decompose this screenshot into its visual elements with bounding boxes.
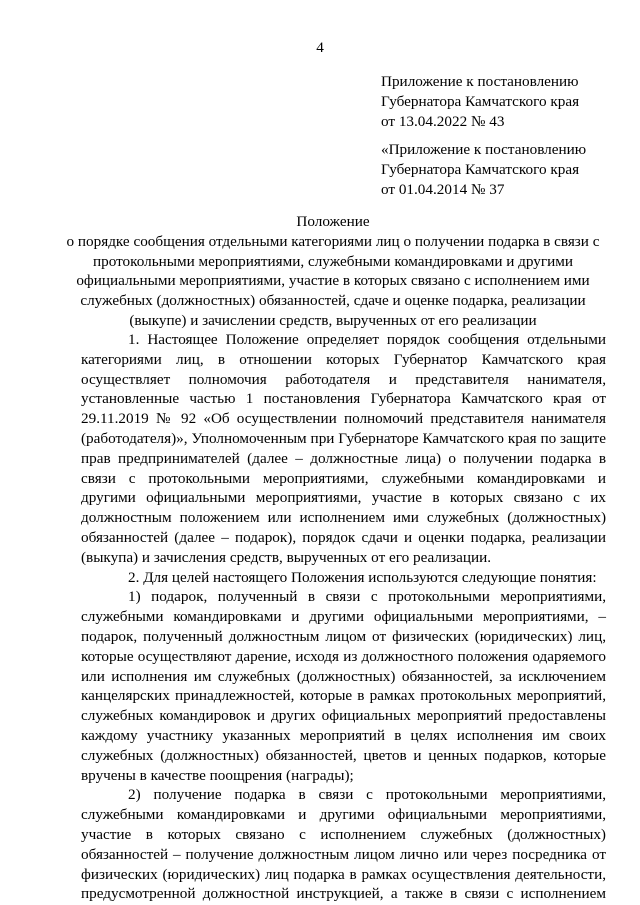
title-line: о порядке сообщения отдельными категориями лиц о получении подарка в связи с <box>66 232 600 250</box>
definition-2: 2) получение подарка в связи с протокольными мероприятиями, служебными командировками и другими официальными мероприятиями, участие в которых связано с исполнением служебных (должностных) обязанностей – получение должностным лицом лично или через посредника от физических (юридических) лиц подарка в рамках осуществления деятельности, предусмотренной должностной инструкцией, а также в связи с исполнением <box>81 786 606 903</box>
annex-note-line: Приложение к постановлению <box>381 73 579 90</box>
title-line: официальными мероприятиями, участие в которых связано с исполнением ими <box>76 272 590 290</box>
paragraph-1: 1. Настоящее Положение определяет порядок сообщения отдельными категориями лиц, в отношении которых Губернатор Камчатского края осуществляет полномочия работодателя и представителя нанимателя, установленные частью 1 постановления Губернатора Камчатского края от 29.11.2019 № 92 «Об осуществлении полномочий представителя нанимателя (работодателя)», Уполномоченным при Губернаторе Камчатского края по защите прав предпринимателей (далее – должностные лица) о получении подарка в связи с протокольными мероприятиями, служебными командировками и другими официальными мероприятиями, участие в которых связано с их должностным положением или исполнением ими служебных (должностных) обязанностей (далее – подарок), порядок сдачи и оценки подарка, реализации (выкупа) и зачисления средств, вырученных от его реализации. <box>81 331 606 566</box>
annex-note-current <box>381 72 631 131</box>
paragraph-2: 2. Для целей настоящего Положения используются следующие понятия: <box>128 568 597 586</box>
annex-note-line: Губернатора Камчатского края <box>381 92 580 110</box>
title-line: (выкупе) и зачислении средств, вырученных от его реализации <box>129 311 537 329</box>
annex-note-line: от 13.04.2022 № 43 <box>381 112 505 130</box>
annex-note-line: Губернатора Камчатского края <box>381 160 580 178</box>
page-number: 4 <box>316 39 324 56</box>
annex-note-original <box>381 140 631 199</box>
document-body <box>81 330 606 904</box>
document-title <box>60 212 606 331</box>
annex-note-line: от 01.04.2014 № 37 <box>381 180 505 198</box>
annex-note-line: «Приложение к постановлению <box>381 141 587 158</box>
title-line: служебных (должностных) обязанностей, сдаче и оценке подарка, реализации <box>80 292 586 310</box>
definition-1: 1) подарок, полученный в связи с протокольными мероприятиями, служебными командировками и другими официальными мероприятиями, – подарок, полученный должностным лицом от физических (юридических) лиц, которые осуществляют дарение, исходя из должностного положения одаряемого или исполнения им служебных (должностных) обязанностей, за исключением канцелярских принадлежностей, которые в рамках протокольных мероприятий, служебных командировок и других официальных мероприятий предоставлены каждому участнику указанных мероприятий в целях исполнения им своих служебных (должностных) обязанностей, цветов и ценных подарков, которые вручены в качестве поощрения (награды); <box>81 588 606 784</box>
title-line: Положение <box>296 213 370 230</box>
title-line: протокольными мероприятиями, служебными командировками и другими <box>93 252 573 270</box>
